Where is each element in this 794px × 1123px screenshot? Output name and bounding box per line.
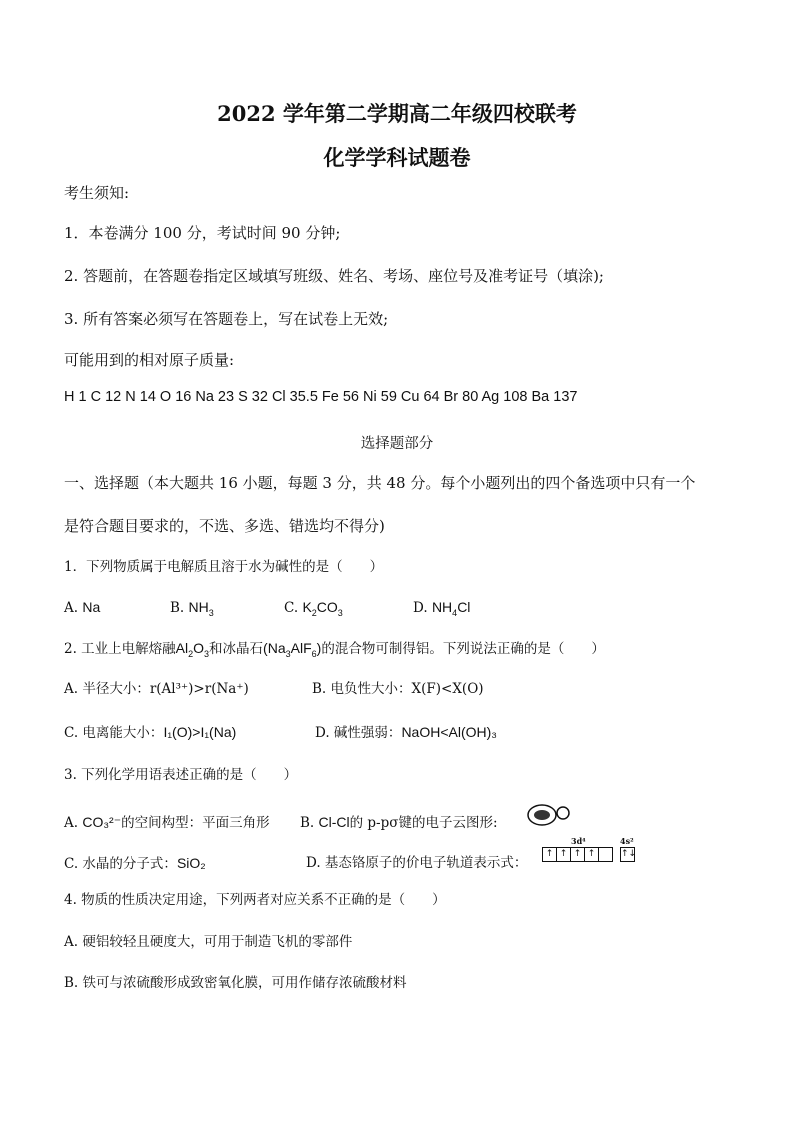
q1-option-d: D. $NH_4Cl$	[413, 599, 471, 618]
notice-heading: 考生须知:	[64, 184, 130, 202]
exam-subtitle: 化学学科试题卷	[323, 145, 471, 170]
question-4-stem: 4. 物质的性质决定用途，下列两者对应关系不正确的是（ ）	[64, 892, 446, 908]
orbital-3d-box: ↑	[571, 848, 585, 861]
orbital-3d-box: ↑	[557, 848, 571, 861]
atomic-mass-list: H 1 C 12 N 14 O 16 Na 23 S 32 Cl 35.5 Fe 56 Ni 59 Cu 64 Br 80 Ag 108 Ba 137	[64, 389, 578, 405]
section-title: 选择题部分	[360, 436, 434, 452]
orbital-4s-label: 4s²	[620, 836, 634, 846]
question-2-stem: 2. 工业上电解熔融$Al_2O_3$和冰晶石$(Na_3AlF_6)$的混合物可制得铝。下列说法正确的是（ ）	[64, 640, 605, 659]
q4-option-b: B. 铁可与浓硫酸形成致密氧化膜，可用作储存浓硫酸材料	[64, 975, 407, 991]
q2-option-d: D. 碱性强弱：NaOH<Al(OH)₃	[315, 724, 497, 741]
atomic-mass-heading: 可能用到的相对原子质量:	[64, 351, 235, 369]
q2-option-a: A. 半径大小：r(Al³⁺)>r(Na⁺)	[64, 681, 249, 697]
orbital-3d-box: ↑	[585, 848, 599, 861]
orbital-3d-label: 3d⁴	[571, 836, 586, 846]
orbital-3d-box: ↑	[543, 848, 557, 861]
part-intro-line-1: 一、选择题（本大题共 16 小题，每题 3 分，共 48 分。每个小题列出的四个备选项中只有一个	[64, 474, 696, 492]
notice-3: 3. 所有答案必须写在答题卷上，写在试卷上无效;	[64, 310, 389, 328]
q4-option-a: A. 硬铝较轻且硬度大，可用于制造飞机的零部件	[64, 934, 353, 950]
question-3-stem: 3. 下列化学用语表述正确的是（ ）	[64, 767, 298, 783]
question-1-stem: 1．下列物质属于电解质且溶于水为碱性的是（ ）	[64, 559, 384, 575]
q3-option-d: D. 基态铬原子的价电子轨道表示式：	[306, 855, 528, 871]
q3-option-b: B. Cl-Cl的 p-pσ键的电子云图形:	[300, 814, 498, 831]
p-p-sigma-orbital-icon	[526, 801, 576, 829]
q1-option-b: B. $NH_3$	[170, 599, 214, 618]
notice-2: 2. 答题前，在答题卷指定区域填写班级、姓名、考场、座位号及准考证号（填涂);	[64, 267, 604, 285]
orbital-4s-box: ↑↓	[621, 849, 637, 859]
notice-1: 1．本卷满分 100 分，考试时间 90 分钟;	[64, 224, 341, 242]
exam-title: 2022 学年第二学期高二年级四校联考	[217, 101, 577, 126]
q2-option-b: B. 电负性大小：X(F)<X(O)	[312, 681, 484, 697]
orbital-3d-box	[599, 848, 612, 861]
orbital-3d-boxes	[542, 847, 613, 862]
orbital-4s-boxes	[620, 847, 635, 862]
part-intro-line-2: 是符合题目要求的，不选、多选、错选均不得分)	[64, 517, 385, 535]
q3-option-a: A. CO₃²⁻的空间构型：平面三角形	[64, 814, 270, 831]
q1-option-c: C. $K_2CO_3$	[284, 599, 343, 618]
q1-option-a: A. Na	[64, 599, 101, 616]
q2-option-c: C. 电离能大小：I₁(O)>I₁(Na)	[64, 724, 237, 741]
q3-option-c: C. 水晶的分子式：SiO₂	[64, 855, 206, 872]
